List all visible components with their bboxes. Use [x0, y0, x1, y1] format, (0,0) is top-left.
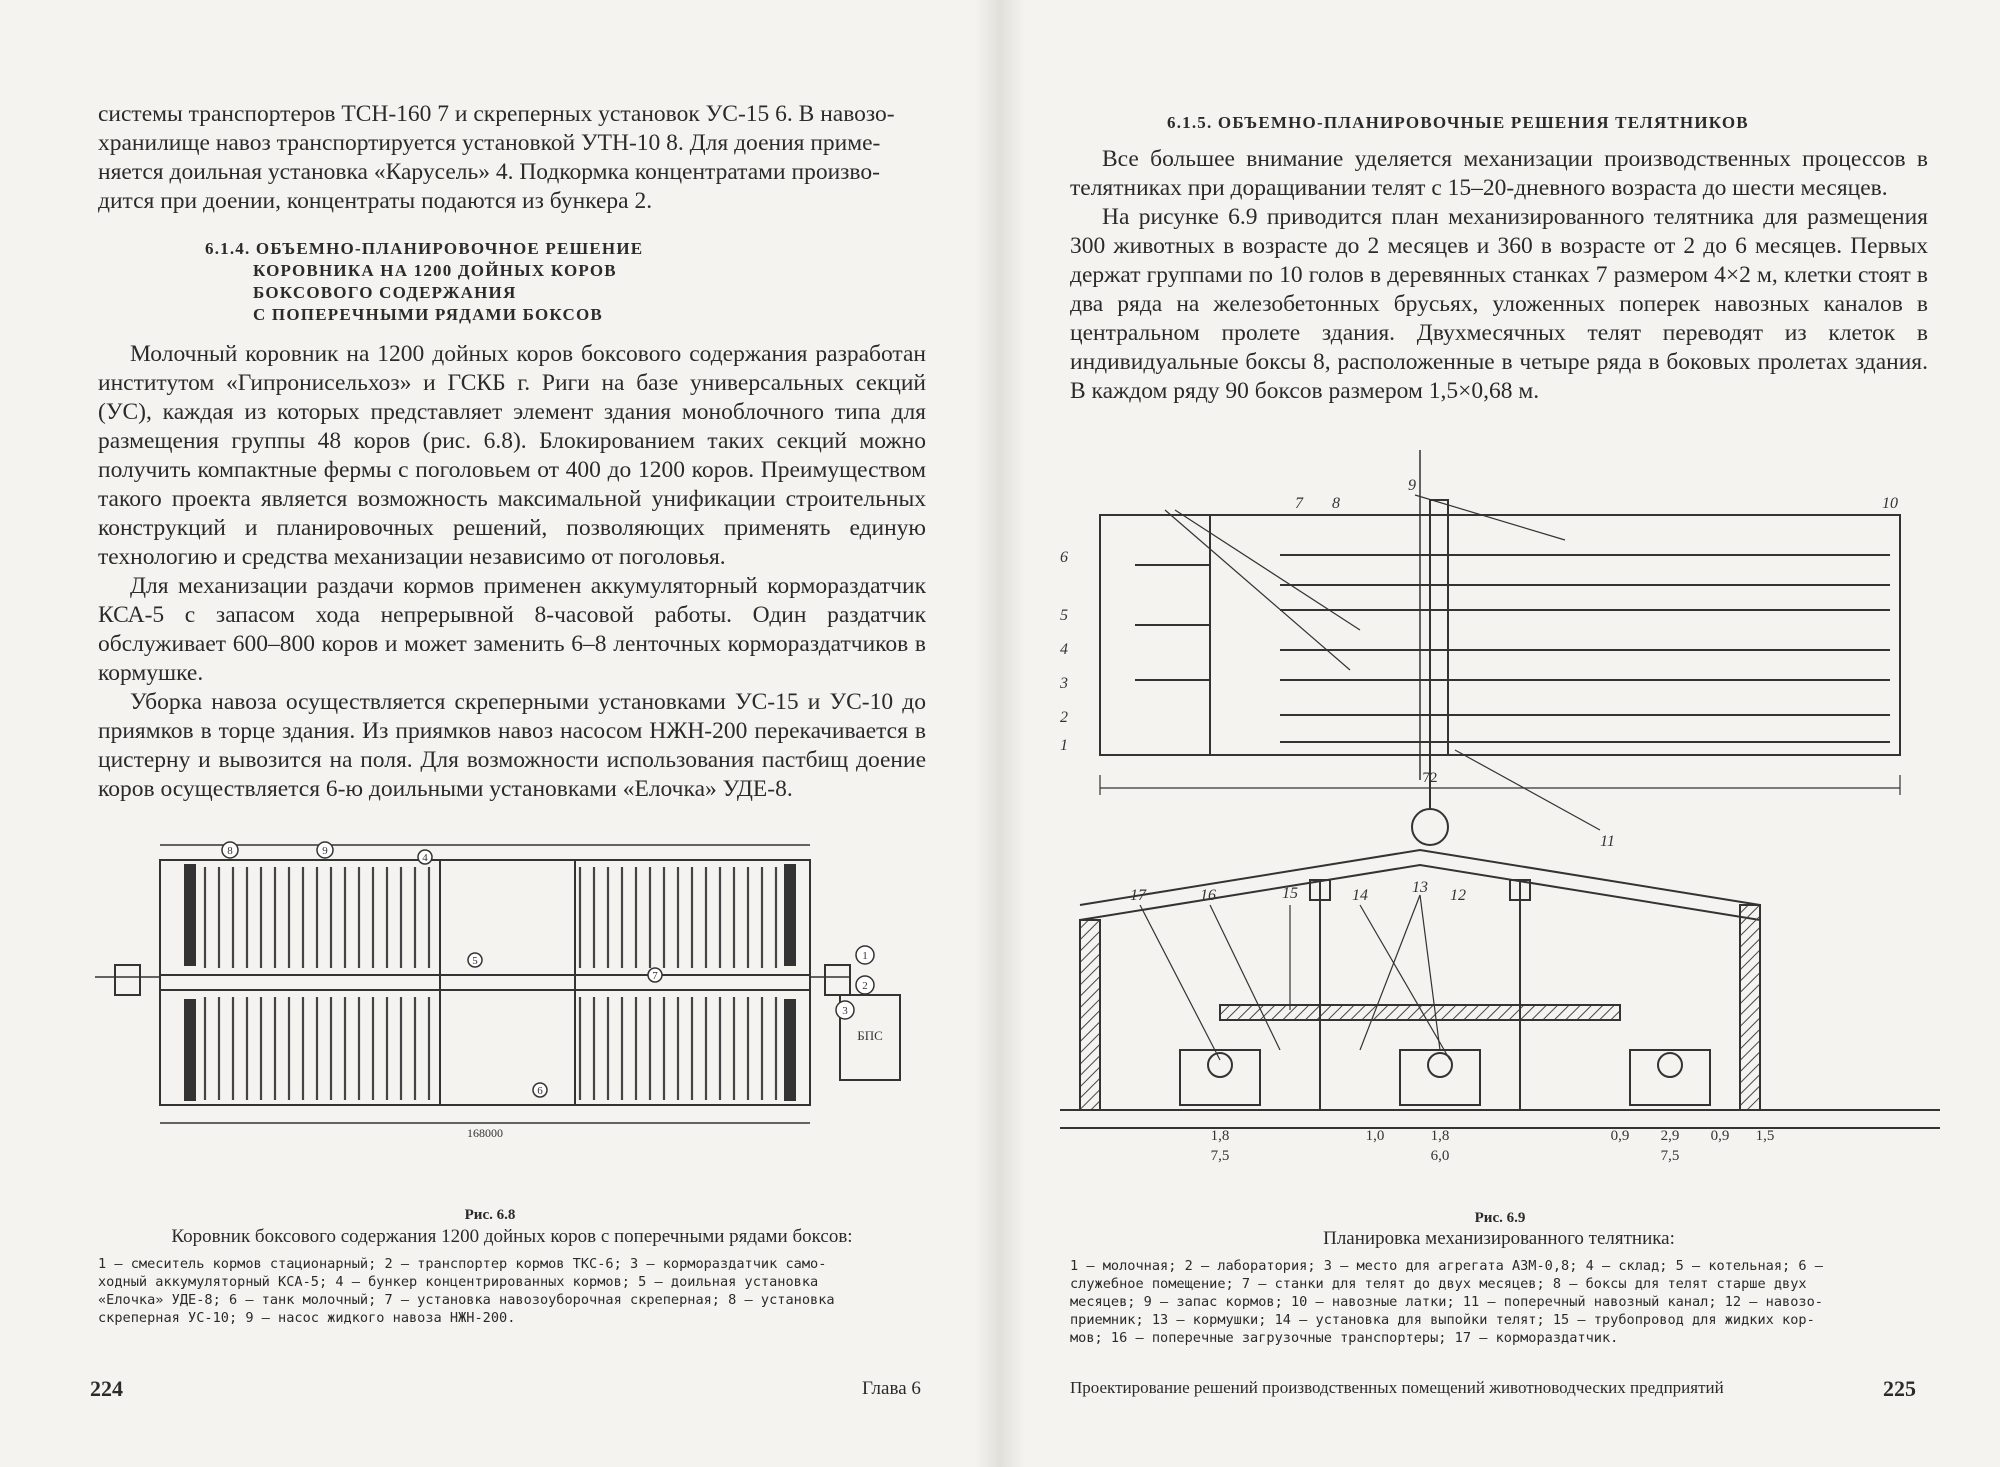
legend-line: скреперная УС-10; 9 — насос жидкого навоза НЖН-200. — [98, 1310, 516, 1326]
figure-6-8-legend — [98, 1255, 928, 1327]
legend-line: ходный аккумуляторный КСА-5; 4 — бункер концентрированных кормов; 5 — доильная установка — [98, 1274, 819, 1290]
paragraph: Молочный коровник на 1200 дойных коров боксового содержания разработан институтом «Гипронисельхоз» и ГСКБ г. Риги на базе универсальных секций (УС), каждая из которых представляет элемент здания моноблочного типа для размещения группы 48 коров (рис. 6.8). Блокированием таких секций можно получить компактные фермы с поголовьем от 400 до 1200 коров. Преимуществом такого проекта является возможность максимальной унификации строительных конструкций и планировочных решений, позволяющих применять единую технологию и средства механизации независимо от поголовья. — [98, 341, 926, 570]
fig68-callout: 3 — [842, 1005, 848, 1017]
section-heading-6-1-5: 6.1.5. ОБЪЕМНО-ПЛАНИРОВОЧНЫЕ РЕШЕНИЯ ТЕЛЯТНИКОВ — [1167, 113, 1749, 132]
page-number-left: 224 — [90, 1376, 123, 1401]
intro-line: хранилище навоз транспортируется установкой УТН-10 8. Для доения приме- — [98, 130, 881, 156]
section-label: 14 — [1352, 887, 1368, 904]
section-label: 16 — [1200, 887, 1216, 904]
heading-line: 6.1.4. ОБЪЕМНО-ПЛАНИРОВОЧНОЕ РЕШЕНИЕ — [205, 239, 644, 258]
figure-6-8-title: Рис. 6.8 — [464, 1207, 516, 1223]
fig68-callout: 7 — [652, 970, 658, 982]
right-page — [1015, 0, 2000, 1467]
paragraph: На рисунке 6.9 приводится план механизированного телятника для размещения 300 животных в возрасте до 2 месяцев и 360 в возрасте от 2 до 6 месяцев. Первых держат группами по 10 голов в деревянных станках 7 размером 4×2 м, клетки стоят в два ряда на железобетонных брусьях, уложенных поперек навозных каналов в центральном пролете здания. Двухмесячных телят переводят из клеток в индивидуальные боксы 8, расположенные в четыре ряда в боковых пролетах здания. В каждом ряду 90 боксов размером 1,5×0,68 м. — [1070, 204, 1928, 404]
figure-6-8-plan — [95, 805, 925, 1170]
fig68-callout: 8 — [227, 845, 233, 857]
running-head-right: Проектирование решений производственных помещений животноводческих предприятий — [1070, 1378, 1724, 1397]
section-dim: 6,0 — [1430, 1148, 1450, 1164]
section-heading-6-1-4 — [205, 238, 725, 326]
plan-label: 2 — [1060, 709, 1068, 726]
legend-line: «Елочка» УДЕ-8; 6 — танк молочный; 7 — установка навозоуборочная скреперная; 8 — установка — [98, 1292, 835, 1308]
legend-line: 1 — смеситель кормов стационарный; 2 — транспортер кормов ТКС-6; 3 — кормораздатчик само- — [98, 1256, 827, 1272]
section-dim: 2,9 — [1660, 1128, 1680, 1144]
figure-6-9-caption: Планировка механизированного телятника: — [1323, 1228, 1675, 1249]
plan-label: 5 — [1060, 607, 1068, 624]
section-dim: 1,5 — [1755, 1128, 1775, 1144]
section-dim: 0,9 — [1710, 1128, 1730, 1144]
legend-line: месяцев; 9 — запас кормов; 10 — навозные латки; 11 — поперечный навозный канал; 12 — навозо- — [1070, 1294, 1823, 1310]
fig68-callout: 2 — [862, 980, 868, 992]
figure-6-9-title: Рис. 6.9 — [1474, 1210, 1526, 1226]
section-dim: 7,5 — [1660, 1148, 1680, 1164]
fig68-callout: 9 — [322, 845, 328, 857]
legend-line: 1 — молочная; 2 — лаборатория; 3 — место для агрегата АЗМ-0,8; 4 — склад; 5 — котельная; 6 — — [1070, 1258, 1823, 1274]
figure-6-9-drawing — [1060, 450, 1940, 1170]
figure-6-9-legend — [1070, 1257, 1950, 1347]
section-label: 15 — [1282, 885, 1298, 902]
left-page — [0, 0, 985, 1467]
section-dim: 1,8 — [1430, 1128, 1450, 1144]
paragraph: Для механизации раздачи кормов применен аккумуляторный кормораздатчик КСА-5 с запасом хода непрерывной 8-часовой работы. Один раздатчик обслуживает 600–800 коров и может заменить 6–8 ленточных кормораздатчиков в кормушке. — [98, 573, 926, 686]
plan-label: 10 — [1882, 495, 1898, 512]
heading-line: БОКСОВОГО СОДЕРЖАНИЯ — [253, 283, 517, 302]
fig68-bps-label: БПС — [857, 1028, 883, 1043]
plan-label: 11 — [1600, 833, 1615, 850]
section-dim: 1,8 — [1210, 1128, 1230, 1144]
running-head-left: Глава 6 — [862, 1378, 921, 1399]
fig68-callout: 1 — [862, 950, 868, 962]
section-label: 17 — [1130, 887, 1146, 904]
body-text-right — [1070, 145, 1928, 406]
section-dim: 7,5 — [1210, 1148, 1230, 1164]
section-label: 13 — [1412, 879, 1428, 896]
plan-label: 4 — [1060, 641, 1068, 658]
paragraph: Уборка навоза осуществляется скреперными установками УС-15 и УС-10 до приямков в торце здания. Из приямков навоз насосом НЖН-200 перекачивается в цистерну и вывозится на поля. Для возможности использования пастбищ доение коров осуществляется 6-ю доильными установками «Елочка» УДЕ-8. — [98, 689, 926, 802]
section-dim: 0,9 — [1610, 1128, 1630, 1144]
legend-line: служебное помещение; 7 — станки для телят до двух месяцев; 8 — боксы для телят старше двух — [1070, 1276, 1807, 1292]
plan-dimension: 72 — [1422, 770, 1438, 786]
plan-label: 3 — [1060, 675, 1068, 692]
fig68-callout: 4 — [422, 852, 428, 864]
legend-line: мов; 16 — поперечные загрузочные транспортеры; 17 — кормораздатчик. — [1070, 1330, 1619, 1346]
intro-line: системы транспортеров ТСН-160 7 и скреперных установок УС-15 6. В навозо- — [98, 101, 895, 127]
heading-line: С ПОПЕРЕЧНЫМИ РЯДАМИ БОКСОВ — [253, 305, 603, 324]
plan-label: 7 — [1295, 495, 1303, 512]
fig68-callout: 5 — [472, 955, 478, 967]
plan-label: 6 — [1060, 549, 1068, 566]
legend-line: приемник; 13 — кормушки; 14 — установка для выпойки телят; 15 — трубопровод для жидких кор- — [1070, 1312, 1815, 1328]
intro-line: дится при доении, концентраты подаются из бункера 2. — [98, 188, 653, 214]
fig68-dimension: 168000 — [467, 1126, 503, 1140]
plan-label: 9 — [1408, 477, 1416, 494]
body-text-left — [98, 340, 926, 804]
heading-line: КОРОВНИКА НА 1200 ДОЙНЫХ КОРОВ — [253, 261, 617, 280]
section-dim: 1,0 — [1365, 1128, 1385, 1144]
intro-paragraph — [98, 100, 926, 216]
plan-label: 1 — [1060, 737, 1068, 754]
page-number-right: 225 — [1883, 1376, 1916, 1401]
section-label: 12 — [1450, 887, 1466, 904]
paragraph: Все большее внимание уделяется механизации производственных процессов в телятниках при доращивании телят с 15–20-дневного возраста до шести месяцев. — [1070, 146, 1928, 201]
fig68-callout: 6 — [537, 1085, 543, 1097]
figure-6-8-caption: Коровник боксового содержания 1200 дойных коров с поперечными рядами боксов: — [171, 1226, 853, 1247]
plan-label: 8 — [1332, 495, 1340, 512]
intro-line: няется доильная установка «Карусель» 4. Подкормка концентратами произво- — [98, 159, 880, 185]
